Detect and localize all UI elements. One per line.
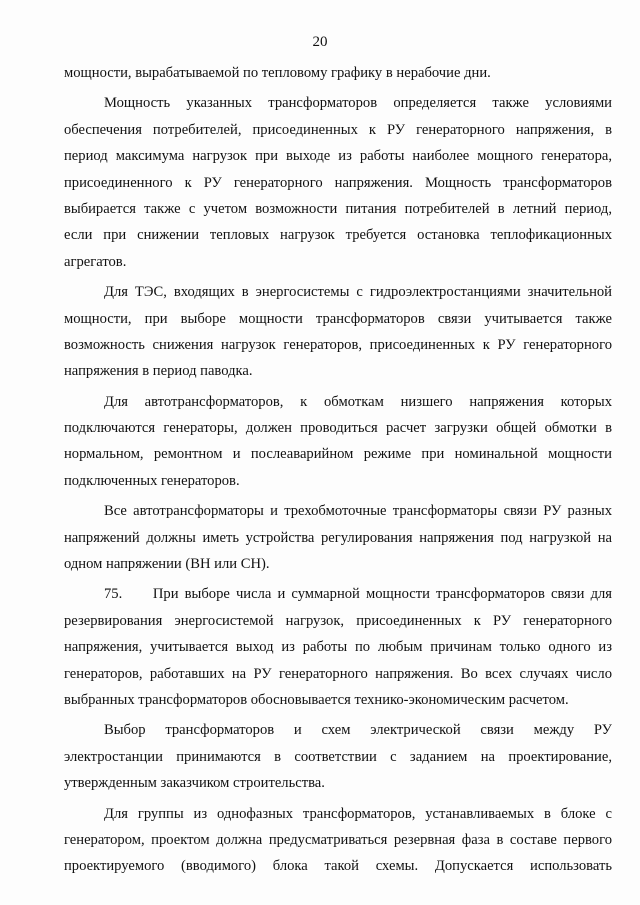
text-line: напряжения в период паводка. bbox=[64, 363, 253, 380]
text-line: резервирования энергосистемой нагрузок, присоединенных к РУ генераторного bbox=[64, 612, 612, 629]
text-line: период максимума нагрузок при выходе из работы наиболее мощного генератора, bbox=[64, 148, 612, 165]
text-line: Для автотрансформаторов, к обмоткам низшего напряжения которых bbox=[104, 393, 612, 410]
text-line: агрегатов. bbox=[64, 253, 127, 270]
text-line: Мощность указанных трансформаторов определяется также условиями bbox=[104, 95, 612, 112]
text-line: присоединенного к РУ генераторного напряжения. Мощность трансформаторов bbox=[64, 174, 612, 191]
text-line: электростанции принимаются в соответствии с заданием на проектирование, bbox=[64, 748, 612, 765]
text-line: мощности, вырабатываемой по тепловому графику в нерабочие дни. bbox=[64, 65, 491, 81]
text-line: нормальном, ремонтном и послеаварийном режиме при номинальной мощности bbox=[64, 446, 612, 463]
text-line: проектируемого (вводимого) блока такой схемы. Допускается использовать bbox=[64, 858, 612, 875]
text-line: Для группы из однофазных трансформаторов, устанавливаемых в блоке с bbox=[104, 805, 612, 822]
text-line: мощности, при выборе мощности трансформаторов связи учитывается также bbox=[64, 310, 612, 327]
text-line: напряжений должны иметь устройства регулирования напряжения под нагрузкой на bbox=[64, 529, 612, 546]
page-number: 20 bbox=[312, 34, 328, 50]
text-line: одном напряжении (ВН или СН). bbox=[64, 556, 270, 573]
text-line: выбранных трансформаторов обосновывается технико-экономическим расчетом. bbox=[64, 691, 569, 708]
text-line: возможность снижения нагрузок генераторов, присоединенных к РУ генераторного bbox=[64, 336, 612, 353]
text-line: генератором, проектом должна предусматриваться резервная фаза в составе первого bbox=[64, 831, 612, 848]
text-line: обеспечения потребителей, присоединенных к РУ генераторного напряжения, в bbox=[64, 121, 612, 138]
text-line: подключенных генераторов. bbox=[64, 472, 240, 489]
text-line: генераторов, работавших на РУ генераторного напряжения. Во всех случаях число bbox=[64, 665, 612, 682]
text-line: утвержденным заказчиком строительства. bbox=[64, 775, 325, 792]
text-line: Выбор трансформаторов и схем электрической связи между РУ bbox=[104, 722, 612, 739]
document-body bbox=[64, 60, 612, 880]
text-line: Для ТЭС, входящих в энергосистемы с гидроэлектростанциями значительной bbox=[104, 284, 612, 301]
text-line: 75. При выборе числа и суммарной мощности трансформаторов связи для bbox=[104, 586, 612, 603]
text-line: Все автотрансформаторы и трехобмоточные трансформаторы связи РУ разных bbox=[104, 503, 612, 520]
text-line: подключаются генераторы, должен проводиться расчет загрузки общей обмотки в bbox=[64, 420, 612, 437]
text-line: выбирается также с учетом возможности питания потребителей в летний период, bbox=[64, 200, 612, 217]
text-line: напряжения, учитывается выход из работы по любым причинам только одного из bbox=[64, 639, 612, 656]
text-line: если при снижении тепловых нагрузок требуется остановка теплофикационных bbox=[64, 227, 612, 244]
